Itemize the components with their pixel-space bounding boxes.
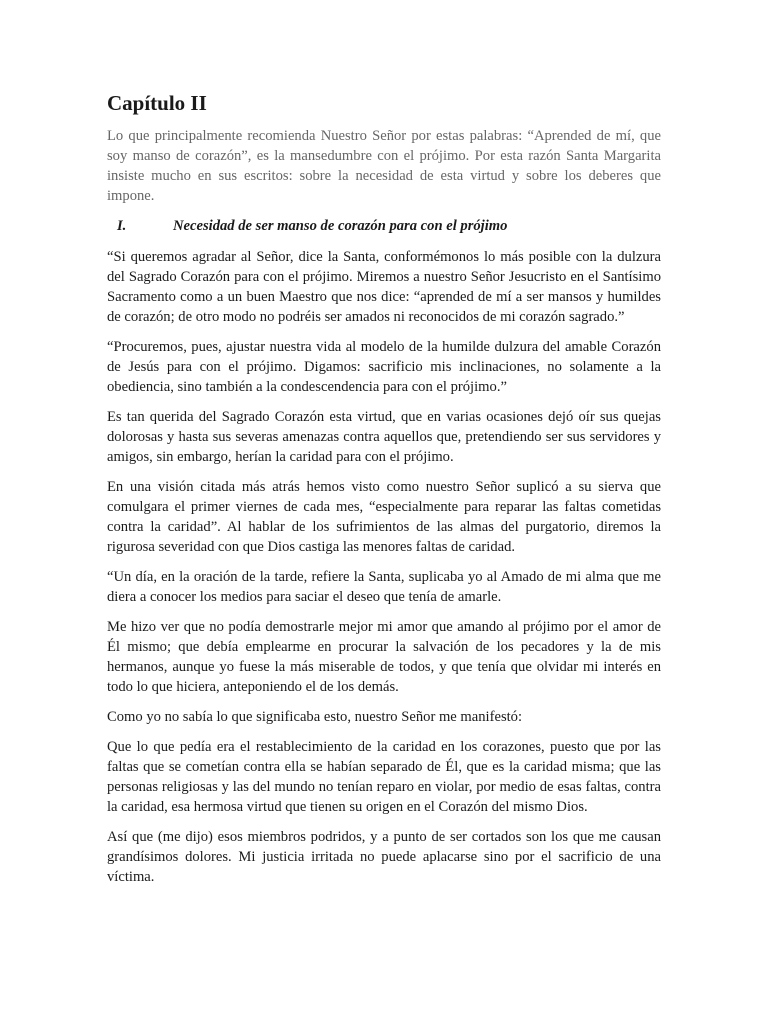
- body-paragraph: “Un día, en la oración de la tarde, refiere la Santa, suplicaba yo al Amado de mi alma que me diera a conocer los medios para saciar el deseo que tenía de amarle.: [107, 569, 661, 605]
- body-paragraph: “Si queremos agradar al Señor, dice la Santa, conformémonos lo más posible con la dulzura del Sagrado Corazón para con el prójimo. Miremos a nuestro Señor Jesucristo en el Santísimo Sacramento como a un buen Maestro que nos dice: “aprended de mí a ser mansos y humildes de corazón; de otro modo no podréis ser amados ni reconocidos de mi corazón sagrado.”: [107, 249, 661, 325]
- body-paragraph: Así que (me dijo) esos miembros podridos, y a punto de ser cortados son los que me causan grandísimos dolores. Mi justicia irritada no puede aplacarse sino por el sacrificio de una víctima.: [107, 829, 661, 885]
- chapter-title: Capítulo II: [107, 91, 207, 115]
- document-page: [107, 88, 661, 897]
- intro-paragraph: Lo que principalmente recomienda Nuestro Señor por estas palabras: “Aprended de mí, que soy manso de corazón”, es la mansedumbre con el prójimo. Por esta razón Santa Margarita insiste mucho en sus escritos: sobre la necesidad de esta virtud y sobre los deberes que impone.: [107, 128, 661, 204]
- body-paragraph: Que lo que pedía era el restablecimiento de la caridad en los corazones, puesto que por las faltas que se cometían contra ella se habían separado de Él, que es la caridad misma; que las personas religiosas y las del mundo no tenían reparo en violar, por medio de esas faltas, contra la caridad, esa hermosa virtud que tienen su origen en el Corazón del mismo Dios.: [107, 739, 661, 815]
- body-paragraph: “Procuremos, pues, ajustar nuestra vida al modelo de la humilde dulzura del amable Corazón de Jesús para con el prójimo. Digamos: sacrificio mis inclinaciones, no solamente a la obediencia, sino también a la condescendencia para con el prójimo.”: [107, 339, 661, 395]
- section-number: I.: [117, 218, 127, 234]
- section-title: Necesidad de ser manso de corazón para con el prójimo: [173, 218, 508, 234]
- body-paragraph: En una visión citada más atrás hemos visto como nuestro Señor suplicó a su sierva que comulgara el primer viernes de cada mes, “especialmente para reparar las faltas cometidas contra la caridad”. Al hablar de los sufrimientos de las almas del purgatorio, diremos la rigurosa severidad con que Dios castiga las menores faltas de caridad.: [107, 479, 661, 555]
- body-paragraph: Como yo no sabía lo que significaba esto, nuestro Señor me manifestó:: [107, 709, 523, 725]
- body-paragraph: Es tan querida del Sagrado Corazón esta virtud, que en varias ocasiones dejó oír sus quejas dolorosas y hasta sus severas amenazas contra aquellos que, pretendiendo ser sus servidores y amigos, sin embargo, herían la caridad para con el prójimo.: [107, 409, 661, 465]
- section-heading: [107, 216, 661, 236]
- body-paragraph: Me hizo ver que no podía demostrarle mejor mi amor que amando al prójimo por el amor de Él mismo; que debía emplearme en procurar la salvación de los pecadores y la de mis hermanos, aunque yo fuese la más miserable de todos, y que tenía que olvidar mi interés en todo lo que hiciera, anteponiendo el de los demás.: [107, 619, 661, 695]
